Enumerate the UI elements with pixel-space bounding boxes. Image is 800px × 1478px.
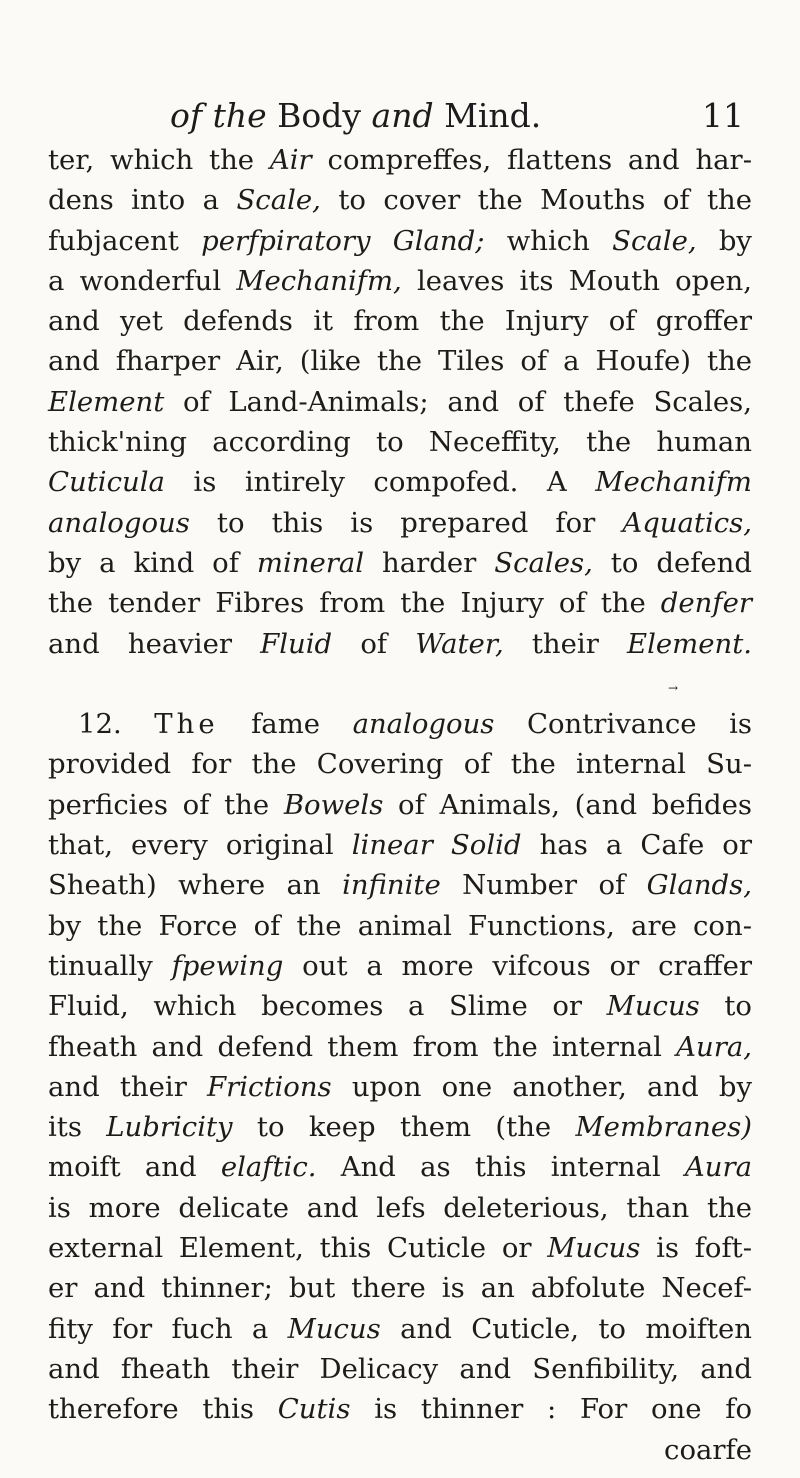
text-line: fheath and defend them from the internal Aura, <box>48 1030 752 1063</box>
text-line: is more delicate and lefs deleterious, than the <box>48 1191 752 1224</box>
text-line: perficies of the Bowels of Animals, (and befides <box>48 788 752 821</box>
text-line: by a kind of mineral harder Scales, to defend <box>48 546 752 579</box>
text-line: fubjacent perfpiratory Gland; which Scale, by <box>48 224 752 257</box>
text-line: Sheath) where an infinite Number of Glands, <box>48 869 752 902</box>
running-title: of the Body and Mind. <box>170 96 542 135</box>
text-line: and fharper Air, (like the Tiles of a Houfe) the <box>48 345 752 378</box>
text-line: provided for the Covering of the internal Su- <box>48 748 752 781</box>
text-line: external Element, this Cuticle or Mucus is foft- <box>48 1232 752 1265</box>
text-line: tinually fpewing out a more vifcous or craffer <box>48 949 752 982</box>
text-line: therefore this Cutis is thinner : For one fo <box>48 1393 752 1426</box>
margin-marker: → <box>668 680 679 695</box>
text-line: Fluid, which becomes a Slime or Mucus to <box>48 990 752 1023</box>
text-line: fity for fuch a Mucus and Cuticle, to moiften <box>48 1312 752 1345</box>
text-line: by the Force of the animal Functions, are con- <box>48 909 752 942</box>
text-line: er and thinner; but there is an abfolute Necef- <box>48 1272 752 1305</box>
text-line: its Lubricity to keep them (the Membranes) <box>48 1111 752 1144</box>
text-line: a wonderful Mechanifm, leaves its Mouth open, <box>48 264 752 297</box>
page-number: 11 <box>702 96 744 135</box>
text-line: Cuticula is intirely compofed. A Mechanifm <box>48 466 752 499</box>
text-line: ter, which the Air compreffes, flattens and har- <box>48 144 752 176</box>
text-line: and yet defends it from the Injury of groffer <box>48 305 752 338</box>
text-line: moift and elaftic. And as this internal Aura <box>48 1151 752 1184</box>
running-header <box>0 96 800 136</box>
catchword: coarfe <box>664 1433 752 1466</box>
text-line: dens into a Scale, to cover the Mouths of the <box>48 184 752 217</box>
text-line: and their Frictions upon one another, and by <box>48 1070 753 1103</box>
paragraph-1 <box>48 140 752 664</box>
text-line: and heavier Fluid of Water, their Element. <box>48 627 753 660</box>
text-line: the tender Fibres from the Injury of the denfer <box>48 587 752 620</box>
text-line: and fheath their Delicacy and Senfibility, and <box>48 1352 752 1385</box>
text-line: analogous to this is prepared for Aquatics, <box>48 506 752 539</box>
text-line: thick'ning according to Neceffity, the human <box>48 426 752 459</box>
text-line: Element of Land-Animals; and of thefe Scales, <box>48 385 752 418</box>
page-body <box>48 140 752 1470</box>
text-line: that, every original linear Solid has a Cafe or <box>48 829 752 862</box>
text-line: 12. The fame analogous Contrivance is <box>78 708 752 741</box>
paragraph-2 <box>48 704 752 1429</box>
